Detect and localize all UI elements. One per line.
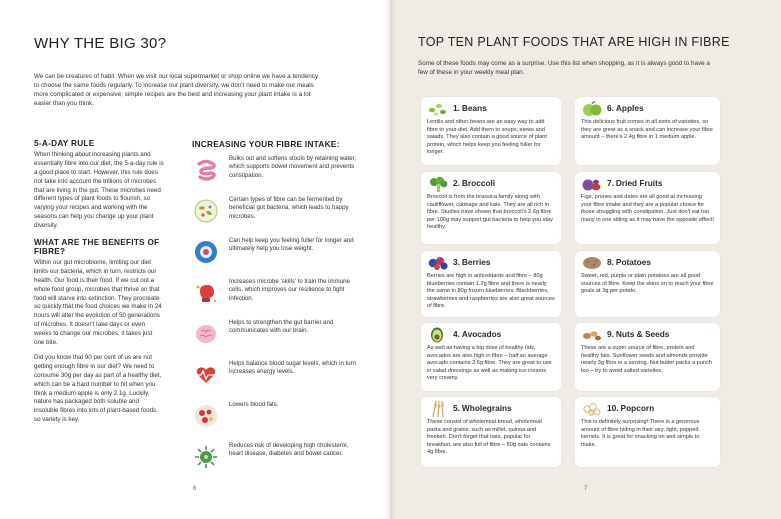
benefit-item [192, 360, 362, 401]
apple-icon [581, 101, 603, 117]
food-text: As well as having a big dose of healthy fats, avocados are also high in fibre – half an average avocado contains 2.6g fibre. They are great to use in salad dressings as well as making ice creams very creamy. [427, 345, 552, 382]
food-text: Broccoli is from the brassica family along with cauliflower, cabbage and kale. They are all rich in fibre. Studies have shown that broccoli's 2.6g fibre per 100g may support gut bacteria to help you stay healthy. [427, 194, 553, 231]
popcorn-icon [581, 401, 603, 417]
blood-cell-icon [194, 404, 218, 428]
wheat-icon [427, 401, 449, 417]
benefits-paragraph-2: Did you know that 90 per cent of us are not getting enough fibre in our diet? We need to consume 30g per day as part of a healthy diet, which can be a hard number to hit when you think a medium apple is only 2.1g. Luckily, nature has packaged both soluble and insoluble fibres into lots of plant-based foods, so variety is key. [34, 354, 162, 423]
food-number: 9. [607, 329, 614, 340]
food-name: Potatoes [615, 257, 651, 268]
food-card [421, 397, 561, 467]
food-number: 10. [607, 403, 619, 414]
food-text: Sweet, red, purple or plain potatoes are all good sources of fibre. Keep the skins on to reach your fibre goals at 3g per potato. [581, 273, 714, 295]
dried-fruit-icon [581, 176, 603, 192]
food-card [421, 172, 561, 244]
berries-icon [427, 255, 449, 271]
boxing-glove-icon [194, 281, 218, 305]
food-card [575, 172, 720, 244]
food-card [421, 323, 561, 391]
food-number: 3. [453, 257, 460, 268]
food-text: These are a super source of fibre, protein and healthy fats. Sunflower seeds and almonds provide nearly 3g fibre in a serving. Nut butter packs a punch too – try to avoid salted varieties. [581, 345, 712, 374]
benefit-item [192, 155, 362, 196]
nuts-icon [581, 327, 603, 343]
food-number: 6. [607, 103, 614, 114]
food-text: This is definitely surprising! There is a generous amount of fibre hiding in their airy, light, popped kernels. It is great for snacking on and simple to make. [581, 419, 700, 448]
food-name: Apples [615, 103, 644, 114]
page-title: WHY THE BIG 30? [34, 35, 167, 52]
brain-icon [194, 322, 218, 346]
intro-paragraph: Some of these foods may come as a surprise. Use this list when shopping, as it is always good to have a few of these in your weekly meal plan. [418, 60, 710, 76]
benefits-paragraph-1: Within our gut microbiome, limiting our diet limits our bacteria, which in turn, restricts our health. Our food is their food. If we cut out a whole food group, microbes that thrive on that food will starve into extinction. They procreate so quickly that the food choices we make in 24 hours will alter the evolution of 50 generations of microbes. It doesn't take days or even weeks to change our microbes, it takes just one bite. [34, 259, 162, 346]
benefit-text: Bulks out and softens stools by retaining water, which supports bowel movement and prevents constipation. [229, 154, 357, 179]
virus-icon [194, 445, 218, 469]
text-column [34, 139, 164, 432]
benefit-item [192, 401, 362, 442]
page-title: TOP TEN PLANT FOODS THAT ARE HIGH IN FIBRE [418, 35, 730, 49]
heartbeat-icon [194, 363, 218, 387]
intestine-icon [194, 158, 218, 182]
page-number: 7 [584, 486, 588, 492]
benefit-text: Helps balance blood sugar levels, which in turn increases energy levels. [229, 359, 357, 376]
benefit-text: Lowers blood fats. [229, 400, 279, 408]
food-text: Lentils and other beans are an easy way to add fibre to your diet. Add them to soups, stews and salads. They also contain a good source of plant protein, which helps keep you feeling fuller for longer. [427, 119, 547, 156]
food-text: Berries are high in antioxidants and fibre – 80g blueberries contain 1.2g fibre and there is nearly the same in 80g frozen blueberries. Blackberries, strawberries and raspberries are also great sources of fibre. [427, 273, 555, 310]
benefits-heading: WHAT ARE THE BENEFITS OF FIBRE? [34, 237, 160, 257]
rule-text: When thinking about increasing plants and essentially fibre into our diet, the 5-a-day rule is a good place to start. However, this rule does not take into account the trillions of microbes that are living in the gut. These microbes need different types of plant foods to flourish, so varying your recipes and working with the seasons can help you change up your plant diversity. [34, 151, 164, 229]
food-name: Wholegrains [461, 403, 512, 414]
book-gutter [384, 0, 396, 519]
broccoli-icon [427, 176, 449, 192]
benefit-item [192, 237, 362, 278]
fibre-intake-column [192, 139, 362, 483]
microbe-icon [194, 240, 218, 264]
intro-paragraph: We can be creatures of habit. When we visit our local supermarket or shop online we have a tendency to choose the same foods regularly. To increase our plant diversity, we don't need to make our meals more complicated or expensive; simple recipes are the best and increasing your plant intake is a lot easier than you think. [34, 73, 319, 107]
beans-icon [427, 101, 449, 117]
bacteria-icon [194, 199, 218, 223]
food-name: Nuts & Seeds [615, 329, 670, 340]
food-card [421, 97, 561, 165]
food-name: Popcorn [620, 403, 655, 414]
left-page [0, 0, 390, 519]
food-number: 1. [453, 103, 460, 114]
benefit-text: Helps to strengthen the gut barrier and communicates with our brain. [229, 318, 334, 335]
benefit-text: Increases microbe 'skills' to train the immune cells, which improves our resilience to fight infection. [229, 277, 350, 302]
food-card [575, 323, 720, 391]
benefit-text: Can help keep you feeling fuller for longer and ultimately help you lose weight. [229, 236, 354, 253]
food-number: 4. [453, 329, 460, 340]
benefit-text: Reduces risk of developing high cholesterol, heart disease, diabetes and bowel cancer. [229, 441, 349, 458]
food-name: Avocados [461, 329, 502, 340]
benefit-item [192, 196, 362, 237]
page-number: 6 [193, 486, 197, 492]
right-page [390, 0, 781, 519]
food-card [421, 251, 561, 317]
food-number: 8. [607, 257, 614, 268]
food-name: Broccoli [461, 178, 496, 189]
benefit-text: Certain types of fibre can be fermented by beneficial gut bacteria, which leads to happy microbes. [229, 195, 349, 220]
benefit-item [192, 278, 362, 319]
food-number: 2. [453, 178, 460, 189]
food-number: 7. [607, 178, 614, 189]
food-number: 5. [453, 403, 460, 414]
food-name: Berries [461, 257, 491, 268]
food-card [575, 97, 720, 165]
rule-heading: 5-A-DAY RULE [34, 139, 95, 148]
benefit-item [192, 319, 362, 360]
potato-icon [581, 255, 603, 271]
food-card [575, 397, 720, 467]
food-name: Dried Fruits [615, 178, 663, 189]
avocado-icon [427, 327, 449, 343]
benefit-item [192, 442, 362, 483]
food-card [575, 251, 720, 317]
food-text: Figs, prunes and dates are all good at increasing your fibre intake and they are a popular choice for those struggling with constipation. Just don't eat too many in one sitting as it may have the opposite effect! [581, 194, 714, 223]
food-text: This delicious fruit comes in all sorts of varieties, so they are great as a snack and can increase your fibre amount – there's 2.4g fibre in 1 medium apple. [581, 119, 713, 141]
food-name: Beans [461, 103, 487, 114]
food-text: These consist of wholemeal bread, wholemeal pasta and grains, such as millet, quinoa and freekeh. Don't forget that oats, popular for breakfast, are also full of fibre – 50g oats contains 4g fibre. [427, 419, 551, 456]
intake-heading: INCREASING YOUR FIBRE INTAKE: [192, 140, 340, 149]
